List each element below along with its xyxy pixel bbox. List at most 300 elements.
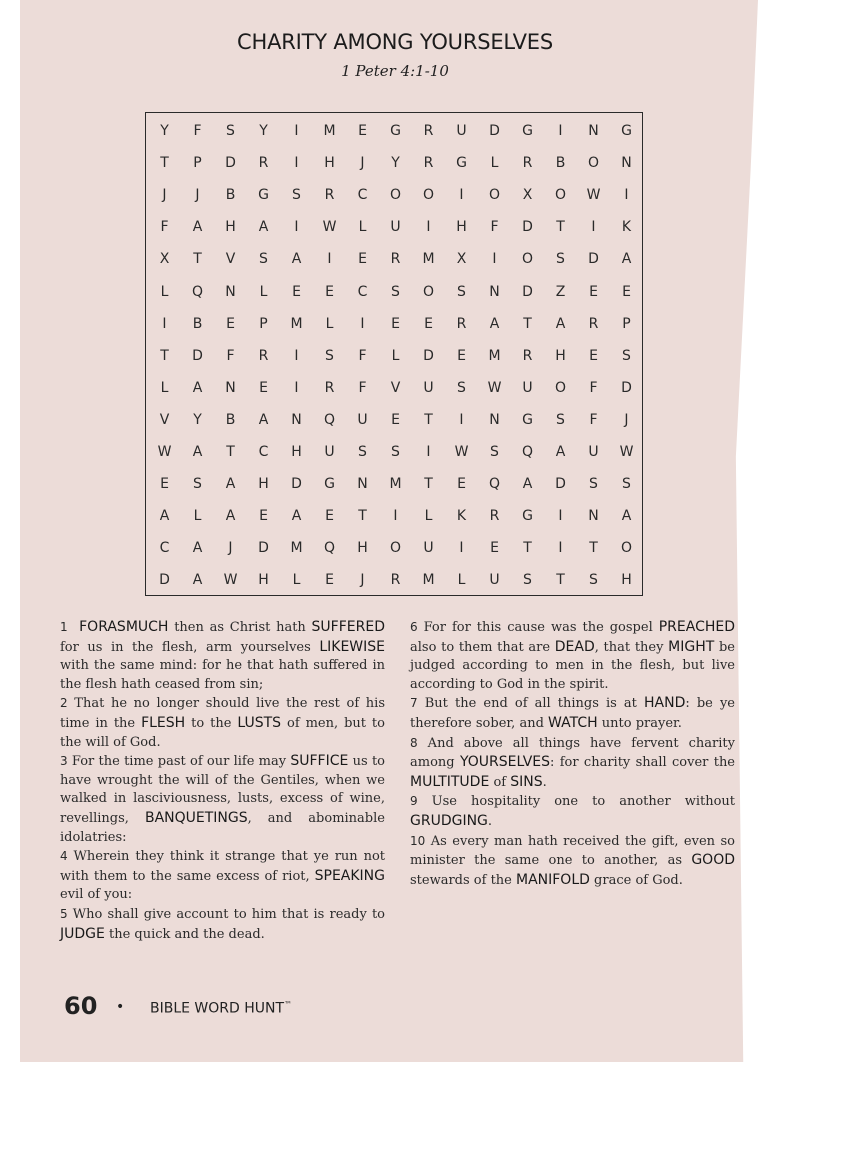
grid-letter[interactable]: D	[192, 347, 203, 364]
grid-letter[interactable]: L	[160, 283, 169, 300]
verse-text: also to them that are	[410, 639, 555, 655]
grid-letter[interactable]: Y	[259, 123, 268, 139]
grid-letter[interactable]: G	[324, 476, 335, 493]
grid-letter[interactable]: O	[587, 155, 600, 172]
grid-letter[interactable]: J	[195, 187, 200, 204]
grid-letter[interactable]: O	[620, 540, 633, 557]
grid-letter[interactable]: T	[358, 508, 367, 525]
grid-letter[interactable]: W	[586, 187, 601, 204]
grid-letter[interactable]: Y	[391, 155, 400, 172]
verse-text: with the same mind: for he that hath suffered in the flesh hath ceased from sin;	[60, 658, 385, 692]
grid-letter[interactable]: P	[259, 315, 268, 332]
grid-letter[interactable]: W	[619, 444, 634, 460]
grid-letter[interactable]: U	[423, 379, 434, 396]
grid-letter[interactable]: W	[454, 444, 469, 460]
grid-letter[interactable]: F	[589, 379, 598, 396]
verse-number: 5	[60, 906, 68, 921]
grid-letter[interactable]: E	[391, 411, 400, 428]
grid-letter[interactable]: R	[522, 347, 533, 364]
grid-row	[146, 276, 642, 308]
verse-text: , that they	[594, 639, 669, 655]
grid-letter[interactable]: G	[522, 508, 533, 525]
grid-letter[interactable]: G	[522, 123, 533, 139]
keyword: SINS	[510, 773, 543, 790]
grid-letter[interactable]: N	[291, 411, 302, 428]
grid-letter[interactable]: L	[457, 572, 466, 589]
keyword: YOURSELVES	[459, 754, 551, 771]
grid-row	[146, 532, 642, 564]
grid-letter[interactable]: F	[358, 379, 367, 396]
grid-letter[interactable]: T	[556, 219, 565, 236]
grid-letter[interactable]: I	[393, 508, 398, 525]
grid-letter[interactable]: E	[226, 315, 235, 332]
grid-letter[interactable]: W	[157, 444, 172, 460]
grid-letter[interactable]: E	[589, 347, 598, 364]
grid-letter[interactable]: D	[555, 476, 566, 493]
grid-letter[interactable]: D	[423, 347, 434, 364]
grid-letter[interactable]: G	[456, 155, 467, 172]
grid-letter[interactable]: T	[424, 476, 433, 493]
grid-letter[interactable]: R	[258, 347, 269, 364]
book-title	[150, 1000, 292, 1017]
grid-letter[interactable]: S	[292, 187, 301, 204]
grid-letter[interactable]: N	[225, 283, 236, 300]
grid-letter[interactable]: A	[555, 444, 566, 460]
grid-letter[interactable]: N	[588, 123, 599, 139]
grid-letter[interactable]: E	[160, 476, 169, 493]
keyword: BANQUETINGS	[144, 809, 248, 826]
verse-number: 2	[60, 696, 68, 711]
grid-letter[interactable]: T	[160, 155, 169, 172]
grid-letter[interactable]: A	[192, 219, 203, 236]
grid-letter[interactable]: M	[290, 315, 303, 332]
grid-letter[interactable]: G	[390, 123, 401, 139]
grid-letter[interactable]: C	[159, 540, 170, 557]
grid-letter[interactable]: S	[457, 379, 466, 396]
grid-letter[interactable]: N	[489, 283, 500, 300]
grid-letter[interactable]: R	[456, 315, 467, 332]
grid-letter[interactable]: R	[423, 123, 434, 139]
verse-7	[410, 694, 735, 733]
grid-letter[interactable]: O	[389, 187, 402, 204]
grid-letter[interactable]: A	[192, 379, 203, 396]
grid-letter[interactable]: S	[391, 283, 400, 300]
grid-letter[interactable]: U	[489, 572, 500, 589]
grid-letter[interactable]: L	[160, 379, 169, 396]
grid-letter[interactable]: S	[556, 411, 565, 428]
keyword: SUFFICE	[290, 753, 349, 770]
grid-letter[interactable]: O	[422, 283, 435, 300]
grid-letter[interactable]: E	[325, 283, 334, 300]
grid-letter[interactable]: I	[294, 219, 299, 236]
grid-letter[interactable]: E	[391, 315, 400, 332]
verse-text: of men, but to the will of God.	[60, 715, 385, 750]
grid-letter[interactable]: E	[457, 347, 466, 364]
grid-letter[interactable]: D	[522, 219, 533, 236]
grid-letter[interactable]: A	[489, 315, 500, 332]
grid-letter[interactable]: U	[456, 123, 467, 139]
grid-letter[interactable]: R	[390, 251, 401, 268]
grid-letter[interactable]: O	[422, 187, 435, 204]
grid-letter[interactable]: S	[391, 444, 400, 460]
grid-letter[interactable]: H	[291, 444, 302, 460]
keyword: MIGHT	[668, 638, 715, 655]
grid-letter[interactable]: W	[487, 379, 502, 396]
grid-letter[interactable]: I	[426, 219, 431, 236]
book-title-text: BIBLE WORD HUNT	[150, 1000, 285, 1017]
grid-letter[interactable]: I	[459, 540, 464, 557]
grid-letter[interactable]: F	[358, 347, 367, 364]
grid-letter[interactable]: F	[226, 347, 235, 364]
grid-letter[interactable]: F	[490, 219, 499, 236]
keyword: WATCH	[548, 714, 598, 731]
grid-row	[146, 340, 642, 372]
grid-letter[interactable]: N	[621, 155, 632, 172]
verse-text: That he no longer should live the rest of his time in the	[60, 696, 385, 731]
grid-letter[interactable]: P	[193, 155, 202, 172]
verse-number: 3	[60, 754, 68, 769]
grid-letter[interactable]: S	[193, 476, 202, 493]
grid-letter[interactable]: E	[358, 251, 367, 268]
keyword: DEAD	[554, 638, 595, 655]
grid-letter[interactable]: Q	[191, 283, 204, 300]
verse-number: 7	[410, 696, 418, 711]
verse-text: Who shall give account to him that is ready to	[67, 906, 385, 922]
grid-letter[interactable]: U	[357, 411, 368, 428]
grid-letter[interactable]: I	[492, 251, 497, 268]
grid-letter[interactable]: J	[624, 411, 629, 428]
keyword: JUDGE	[60, 925, 105, 942]
grid-letter[interactable]: O	[488, 187, 501, 204]
grid-letter[interactable]: L	[292, 572, 301, 589]
grid-letter[interactable]: H	[621, 572, 632, 589]
grid-letter[interactable]: D	[291, 476, 302, 493]
grid-letter[interactable]: I	[624, 187, 629, 204]
grid-letter[interactable]: C	[357, 283, 368, 300]
grid-letter[interactable]: U	[522, 379, 533, 396]
grid-letter[interactable]: T	[523, 540, 532, 557]
grid-letter[interactable]: Q	[323, 411, 336, 428]
grid-letter[interactable]: K	[621, 219, 632, 236]
grid-letter[interactable]: X	[456, 251, 467, 268]
grid-letter[interactable]: H	[258, 476, 269, 493]
grid-letter[interactable]: E	[259, 508, 268, 525]
verse-number: 9	[410, 794, 418, 809]
grid-letter[interactable]: B	[225, 187, 236, 204]
grid-row	[146, 115, 642, 147]
grid-letter[interactable]: V	[225, 251, 236, 268]
grid-letter[interactable]: M	[422, 572, 435, 589]
grid-letter[interactable]: R	[324, 187, 335, 204]
grid-letter[interactable]: L	[424, 508, 433, 525]
verse-text: grace of God.	[589, 872, 683, 888]
grid-letter[interactable]: G	[258, 187, 269, 204]
grid-letter[interactable]: T	[424, 411, 433, 428]
page-number: 60	[64, 992, 98, 1020]
grid-letter[interactable]: D	[588, 251, 599, 268]
grid-letter[interactable]: R	[423, 155, 434, 172]
grid-letter[interactable]: Q	[488, 476, 501, 493]
verse-text: .	[487, 813, 493, 829]
footer-bullet: •	[116, 999, 125, 1015]
grid-letter[interactable]: A	[192, 540, 203, 557]
word-search-grid[interactable]	[145, 112, 643, 596]
grid-letter[interactable]: O	[554, 379, 567, 396]
grid-letter[interactable]: H	[258, 572, 269, 589]
grid-letter[interactable]: H	[555, 347, 566, 364]
keyword: PREACHED	[658, 619, 735, 635]
grid-letter[interactable]: S	[523, 572, 532, 589]
grid-letter[interactable]: P	[622, 315, 631, 332]
grid-letter[interactable]: A	[522, 476, 533, 493]
grid-letter[interactable]: W	[223, 572, 238, 589]
grid-letter[interactable]: E	[325, 508, 334, 525]
grid-letter[interactable]: U	[390, 219, 401, 236]
grid-letter[interactable]: V	[390, 379, 401, 396]
verse-text: .	[542, 774, 547, 790]
grid-letter[interactable]: B	[192, 315, 203, 332]
grid-letter[interactable]: I	[558, 508, 563, 525]
verse-6	[410, 618, 735, 694]
grid-letter[interactable]: I	[294, 379, 299, 396]
grid-letter[interactable]: R	[522, 155, 533, 172]
grid-letter[interactable]: M	[488, 347, 501, 364]
grid-row	[146, 211, 642, 243]
grid-letter[interactable]: G	[522, 411, 533, 428]
grid-letter[interactable]: A	[621, 508, 632, 525]
grid-letter[interactable]: L	[259, 283, 268, 300]
grid-letter[interactable]: S	[589, 476, 598, 493]
grid-letter[interactable]: N	[357, 476, 368, 493]
grid-letter[interactable]: E	[292, 283, 301, 300]
verse-text: evil of you:	[60, 887, 133, 903]
grid-letter[interactable]: H	[225, 219, 236, 236]
grid-letter[interactable]: L	[391, 347, 400, 364]
grid-letter[interactable]: D	[159, 572, 170, 589]
verse-text: unto prayer.	[597, 715, 682, 731]
grid-letter[interactable]: C	[357, 187, 368, 204]
grid-letter[interactable]: X	[522, 187, 533, 204]
grid-letter[interactable]: A	[225, 476, 236, 493]
grid-letter[interactable]: M	[422, 251, 435, 268]
grid-letter[interactable]: S	[556, 251, 565, 268]
keyword: SUFFERED	[311, 619, 385, 635]
grid-letter[interactable]: U	[588, 444, 599, 460]
grid-letter[interactable]: I	[558, 123, 563, 139]
keyword: FORASMUCH	[79, 619, 169, 635]
grid-letter[interactable]: Z	[555, 283, 566, 300]
grid-letter[interactable]: N	[489, 411, 500, 428]
grid-letter[interactable]: W	[322, 219, 337, 236]
grid-letter[interactable]: T	[226, 444, 235, 460]
grid-row	[146, 147, 642, 179]
grid-letter[interactable]: R	[390, 572, 401, 589]
grid-letter[interactable]: S	[622, 476, 631, 493]
verse-text: : be ye therefore sober, and	[410, 696, 735, 731]
grid-letter[interactable]: D	[522, 283, 533, 300]
grid-letter[interactable]: L	[193, 508, 202, 525]
grid-letter[interactable]: I	[360, 315, 365, 332]
grid-letter[interactable]: H	[357, 540, 368, 557]
grid-letter[interactable]: S	[325, 347, 334, 364]
grid-letter[interactable]: D	[621, 379, 632, 396]
grid-letter[interactable]: H	[324, 155, 335, 172]
grid-letter[interactable]: L	[490, 155, 499, 172]
grid-letter[interactable]: F	[589, 411, 598, 428]
grid-letter[interactable]: A	[291, 251, 302, 268]
verse-8	[410, 734, 735, 793]
verse-2	[60, 694, 385, 752]
verse-text: be judged according to men in the flesh, but live according to God in the spirit.	[410, 639, 735, 692]
grid-letter[interactable]: T	[589, 540, 598, 557]
grid-row	[146, 436, 642, 468]
grid-letter[interactable]: I	[294, 155, 299, 172]
grid-letter[interactable]: E	[457, 476, 466, 493]
grid-letter[interactable]: L	[325, 315, 334, 332]
grid-letter[interactable]: U	[423, 540, 434, 557]
grid-letter[interactable]: D	[489, 123, 500, 139]
grid-letter[interactable]: Y	[193, 411, 202, 428]
grid-letter[interactable]: S	[457, 283, 466, 300]
verse-text: Wherein they think it strange that ye run not with them to the same excess of riot,	[60, 849, 385, 884]
grid-letter[interactable]: M	[323, 123, 336, 139]
grid-letter[interactable]: O	[521, 251, 534, 268]
grid-letter[interactable]: I	[327, 251, 332, 268]
grid-letter[interactable]: A	[258, 219, 269, 236]
grid-letter[interactable]: E	[325, 572, 334, 589]
grid-letter[interactable]: I	[426, 444, 431, 460]
grid-letter[interactable]: M	[389, 476, 402, 493]
grid-letter[interactable]: J	[360, 155, 365, 172]
grid-letter[interactable]: X	[159, 251, 170, 268]
grid-letter[interactable]: T	[523, 315, 532, 332]
grid-letter[interactable]: B	[225, 411, 236, 428]
grid-letter[interactable]: T	[193, 251, 202, 268]
verses-left-column	[60, 618, 385, 944]
grid-letter[interactable]: L	[358, 219, 367, 236]
grid-letter[interactable]: Q	[323, 540, 336, 557]
grid-letter[interactable]: J	[228, 540, 233, 557]
verse-number: 4	[60, 849, 68, 864]
grid-letter[interactable]: I	[294, 123, 299, 139]
grid-letter[interactable]: A	[192, 572, 203, 589]
grid-letter[interactable]: S	[259, 251, 268, 268]
grid-letter[interactable]: E	[358, 123, 367, 139]
grid-letter[interactable]: I	[294, 347, 299, 364]
grid-letter[interactable]: M	[290, 540, 303, 557]
grid-letter[interactable]: E	[259, 379, 268, 396]
verse-text: for us in the flesh, arm yourselves	[60, 639, 320, 655]
grid-letter[interactable]: F	[160, 219, 169, 236]
grid-letter[interactable]: Q	[521, 444, 534, 460]
grid-letter[interactable]: E	[490, 540, 499, 557]
verse-text: then as Christ hath	[168, 620, 312, 635]
verse-text: us to have wrought the will of the Gentiles, when we walked in lasciviousness, lusts, excess of wine, revellings,	[60, 754, 386, 826]
grid-letter[interactable]: S	[226, 123, 235, 139]
grid-letter[interactable]: I	[162, 315, 167, 332]
grid-letter[interactable]: I	[459, 187, 464, 204]
grid-letter[interactable]: G	[621, 123, 632, 139]
verse-number: 10	[410, 833, 426, 848]
grid-letter[interactable]: O	[554, 187, 567, 204]
verse-text: As every man hath received the gift, even so minister the same one to another, as	[410, 833, 735, 869]
grid-letter[interactable]: N	[588, 508, 599, 525]
grid-letter[interactable]: A	[621, 251, 632, 268]
grid-letter[interactable]: F	[193, 123, 202, 139]
scripture-reference: 1 Peter 4:1-10	[341, 62, 449, 80]
grid-letter[interactable]: C	[258, 444, 269, 460]
grid-letter[interactable]: A	[555, 315, 566, 332]
grid-letter[interactable]: A	[159, 508, 170, 525]
verse-3	[60, 752, 385, 847]
grid-letter[interactable]: S	[490, 444, 499, 460]
grid-letter[interactable]: U	[324, 444, 335, 460]
grid-letter[interactable]: A	[225, 508, 236, 525]
grid-letter[interactable]: S	[358, 444, 367, 460]
grid-letter[interactable]: I	[558, 540, 563, 557]
grid-letter[interactable]: Y	[160, 123, 169, 139]
grid-letter[interactable]: K	[456, 508, 467, 525]
grid-letter[interactable]: I	[459, 411, 464, 428]
keyword: GRUDGING	[410, 812, 488, 829]
grid-row	[146, 500, 642, 532]
grid-letter[interactable]: T	[556, 572, 565, 589]
grid-row	[146, 179, 642, 211]
verse-text: For the time past of our life may	[67, 754, 291, 770]
grid-letter[interactable]: A	[192, 444, 203, 460]
verse-number: 6	[410, 620, 418, 634]
grid-row	[146, 243, 642, 275]
keyword: GOOD	[691, 852, 735, 869]
grid-letter[interactable]: R	[324, 379, 335, 396]
verse-text: But the end of all things is at	[417, 696, 644, 712]
grid-letter[interactable]: A	[291, 508, 302, 525]
grid-letter[interactable]: A	[258, 411, 269, 428]
grid-letter[interactable]: J	[360, 572, 365, 589]
keyword: HAND	[644, 695, 686, 712]
grid-letter[interactable]: D	[225, 155, 236, 172]
verse-10	[410, 832, 735, 891]
verse-text: : for charity shall cover the	[550, 755, 736, 771]
grid-letter[interactable]: I	[591, 219, 596, 236]
grid-letter[interactable]: E	[424, 315, 433, 332]
grid-letter[interactable]: T	[160, 347, 169, 364]
grid-letter[interactable]: V	[159, 411, 170, 428]
grid-letter[interactable]: R	[489, 508, 500, 525]
keyword: MANIFOLD	[516, 871, 590, 888]
grid-letter[interactable]: R	[588, 315, 599, 332]
grid-letter[interactable]: E	[589, 283, 598, 300]
grid-letter[interactable]: B	[555, 155, 566, 172]
grid-letter[interactable]: R	[258, 155, 269, 172]
grid-letter[interactable]: J	[162, 187, 167, 204]
grid-letter[interactable]: O	[389, 540, 402, 557]
keyword: FLESH	[141, 714, 186, 731]
grid-row	[146, 404, 642, 436]
trademark-symbol: ™	[284, 1000, 293, 1009]
keyword: MULTITUDE	[410, 773, 490, 790]
grid-letter[interactable]: S	[589, 572, 598, 589]
verse-text: of	[489, 774, 511, 790]
grid-row	[146, 372, 642, 404]
verse-1	[60, 618, 385, 694]
grid-letter[interactable]: N	[225, 379, 236, 396]
grid-letter[interactable]: E	[622, 283, 631, 300]
grid-letter[interactable]: S	[622, 347, 631, 364]
verse-9	[410, 792, 735, 831]
grid-letter[interactable]: H	[456, 219, 467, 236]
grid-letter[interactable]: D	[258, 540, 269, 557]
